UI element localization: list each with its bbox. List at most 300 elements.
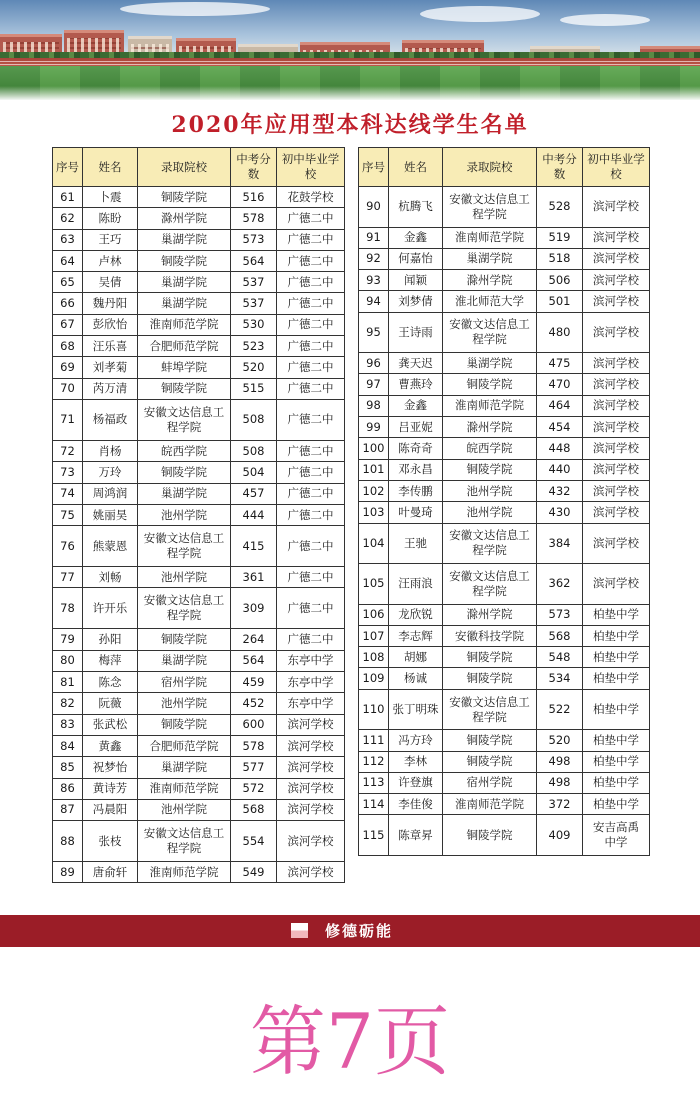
cell-name: 陈章昇	[389, 815, 443, 856]
cell-score: 464	[537, 395, 583, 416]
cell-name: 卜震	[83, 187, 138, 208]
cell-name: 金鑫	[389, 227, 443, 248]
cell-score: 501	[537, 291, 583, 312]
table-body-right	[359, 187, 650, 856]
cell-name: 阮薇	[83, 693, 138, 714]
cell-score: 537	[231, 293, 277, 314]
cell-school: 池州学院	[138, 504, 231, 525]
motto-text: 修德砺能	[325, 922, 394, 940]
cell-no: 78	[53, 588, 83, 629]
table-row	[359, 730, 650, 751]
col-header-origin: 初中毕业学校	[277, 148, 345, 187]
cell-school: 皖西学院	[138, 440, 231, 461]
cell-score: 409	[537, 815, 583, 856]
cell-no: 102	[359, 480, 389, 501]
cell-origin: 滨河学校	[583, 227, 650, 248]
cell-name: 许登旗	[389, 772, 443, 793]
cell-no: 74	[53, 483, 83, 504]
cell-origin: 花鼓学校	[277, 187, 345, 208]
table-row	[53, 588, 345, 629]
cell-origin: 东亭中学	[277, 650, 345, 671]
cell-no: 75	[53, 504, 83, 525]
cell-school: 蚌埠学院	[138, 357, 231, 378]
cell-name: 肖杨	[83, 440, 138, 461]
cell-school: 滁州学院	[443, 417, 537, 438]
header-photo	[0, 0, 700, 100]
table-row	[359, 815, 650, 856]
cell-school: 淮南师范学院	[443, 395, 537, 416]
cell-name: 吴倩	[83, 272, 138, 293]
cell-score: 578	[231, 208, 277, 229]
cell-score: 548	[537, 647, 583, 668]
cell-origin: 广德二中	[277, 250, 345, 271]
cell-name: 祝梦怡	[83, 757, 138, 778]
cell-no: 106	[359, 604, 389, 625]
col-header-name: 姓名	[83, 148, 138, 187]
cell-score: 498	[537, 751, 583, 772]
cell-origin: 滨河学校	[583, 248, 650, 269]
cell-origin: 滨河学校	[583, 374, 650, 395]
cell-school: 铜陵学院	[138, 378, 231, 399]
cell-no: 62	[53, 208, 83, 229]
cell-origin: 柏垫中学	[583, 625, 650, 646]
cell-origin: 广德二中	[277, 440, 345, 461]
cell-no: 90	[359, 187, 389, 228]
cell-origin: 广德二中	[277, 483, 345, 504]
table-row	[359, 438, 650, 459]
cell-name: 张枝	[83, 821, 138, 862]
cell-name: 刘孝菊	[83, 357, 138, 378]
cell-score: 564	[231, 250, 277, 271]
cell-score: 361	[231, 567, 277, 588]
table-row	[359, 459, 650, 480]
table-header-row	[359, 148, 650, 187]
cell-school: 巢湖学院	[138, 293, 231, 314]
cell-no: 95	[359, 312, 389, 353]
table-row	[53, 650, 345, 671]
table-row	[359, 625, 650, 646]
cell-no: 89	[53, 862, 83, 883]
cell-name: 李林	[389, 751, 443, 772]
cell-score: 452	[231, 693, 277, 714]
cell-no: 109	[359, 668, 389, 689]
cell-origin: 柏垫中学	[583, 772, 650, 793]
cell-school: 安徽文达信息工程学院	[138, 588, 231, 629]
cell-score: 498	[537, 772, 583, 793]
cell-no: 81	[53, 672, 83, 693]
cell-school: 滁州学院	[443, 270, 537, 291]
cell-no: 68	[53, 336, 83, 357]
cell-origin: 广德二中	[277, 462, 345, 483]
cell-school: 铜陵学院	[138, 629, 231, 650]
cell-score: 454	[537, 417, 583, 438]
cell-no: 61	[53, 187, 83, 208]
cell-name: 叶曼琦	[389, 502, 443, 523]
cell-origin: 广德二中	[277, 378, 345, 399]
cell-name: 唐俞轩	[83, 862, 138, 883]
cell-score: 578	[231, 735, 277, 756]
cell-school: 池州学院	[138, 693, 231, 714]
cell-origin: 东亭中学	[277, 672, 345, 693]
table-row	[53, 862, 345, 883]
cell-origin: 广德二中	[277, 229, 345, 250]
cell-score: 475	[537, 353, 583, 374]
cell-school: 宿州学院	[138, 672, 231, 693]
cell-name: 龙欣锐	[389, 604, 443, 625]
page-title: 2020年应用型本科达线学生名单	[171, 112, 529, 138]
cell-name: 黄诗芳	[83, 778, 138, 799]
table-row	[359, 502, 650, 523]
cell-origin: 滨河学校	[583, 480, 650, 501]
cell-school: 铜陵学院	[443, 647, 537, 668]
cell-origin: 广德二中	[277, 293, 345, 314]
cell-school: 安徽文达信息工程学院	[443, 312, 537, 353]
cell-score: 444	[231, 504, 277, 525]
table-row	[359, 291, 650, 312]
table-row	[359, 248, 650, 269]
cell-school: 合肥师范学院	[138, 735, 231, 756]
cell-school: 安徽文达信息工程学院	[138, 526, 231, 567]
cell-origin: 滨河学校	[583, 564, 650, 605]
cell-no: 69	[53, 357, 83, 378]
cell-name: 杨诚	[389, 668, 443, 689]
cell-no: 66	[53, 293, 83, 314]
col-header-name: 姓名	[389, 148, 443, 187]
cell-origin: 滨河学校	[583, 312, 650, 353]
cell-name: 姚丽昊	[83, 504, 138, 525]
table-row	[359, 668, 650, 689]
cell-score: 264	[231, 629, 277, 650]
table-row	[53, 357, 345, 378]
cell-school: 池州学院	[443, 480, 537, 501]
cell-score: 530	[231, 314, 277, 335]
table-row	[53, 187, 345, 208]
table-row	[53, 462, 345, 483]
cell-school: 淮南师范学院	[443, 227, 537, 248]
cell-no: 91	[359, 227, 389, 248]
cell-school: 安徽文达信息工程学院	[443, 689, 537, 730]
cell-score: 515	[231, 378, 277, 399]
cell-score: 506	[537, 270, 583, 291]
cell-score: 522	[537, 689, 583, 730]
table-row	[53, 672, 345, 693]
cell-name: 曹燕玲	[389, 374, 443, 395]
cell-school: 池州学院	[138, 799, 231, 820]
cell-origin: 滨河学校	[277, 778, 345, 799]
cell-score: 504	[231, 462, 277, 483]
cell-origin: 滨河学校	[277, 862, 345, 883]
page-number: 第7页	[249, 997, 451, 1086]
table-row	[53, 399, 345, 440]
cell-school: 铜陵学院	[443, 730, 537, 751]
cell-name: 张武松	[83, 714, 138, 735]
cell-no: 94	[359, 291, 389, 312]
photo-fade	[0, 86, 700, 100]
cell-origin: 滨河学校	[583, 459, 650, 480]
cell-school: 安徽文达信息工程学院	[443, 187, 537, 228]
cell-no: 104	[359, 523, 389, 564]
cell-no: 85	[53, 757, 83, 778]
cell-school: 安徽文达信息工程学院	[443, 523, 537, 564]
cell-score: 600	[231, 714, 277, 735]
cell-score: 459	[231, 672, 277, 693]
table-row	[359, 523, 650, 564]
cell-name: 陈奇奇	[389, 438, 443, 459]
cell-name: 汪乐喜	[83, 336, 138, 357]
table-row	[359, 227, 650, 248]
cloud	[560, 14, 650, 26]
table-row	[53, 208, 345, 229]
cloud	[420, 6, 540, 22]
cell-school: 铜陵学院	[138, 250, 231, 271]
cell-name: 冯方玲	[389, 730, 443, 751]
table-row	[53, 799, 345, 820]
cell-school: 铜陵学院	[443, 459, 537, 480]
cell-school: 淮北师范大学	[443, 291, 537, 312]
cell-name: 张丁明珠	[389, 689, 443, 730]
cloud	[120, 2, 270, 16]
cell-score: 528	[537, 187, 583, 228]
cell-school: 巢湖学院	[443, 248, 537, 269]
cell-name: 黄鑫	[83, 735, 138, 756]
cell-no: 73	[53, 462, 83, 483]
table-row	[53, 483, 345, 504]
cell-origin: 柏垫中学	[583, 794, 650, 815]
cell-score: 516	[231, 187, 277, 208]
table-row	[53, 314, 345, 335]
cell-origin: 东亭中学	[277, 693, 345, 714]
cell-origin: 广德二中	[277, 208, 345, 229]
cell-school: 铜陵学院	[443, 668, 537, 689]
table-row	[359, 772, 650, 793]
cell-name: 梅萍	[83, 650, 138, 671]
cell-origin: 柏垫中学	[583, 689, 650, 730]
col-header-no: 序号	[53, 148, 83, 187]
table-row	[359, 312, 650, 353]
cell-no: 88	[53, 821, 83, 862]
cell-no: 77	[53, 567, 83, 588]
cell-origin: 广德二中	[277, 526, 345, 567]
cell-name: 闻颖	[389, 270, 443, 291]
cell-school: 巢湖学院	[443, 353, 537, 374]
cell-origin: 广德二中	[277, 357, 345, 378]
cell-score: 537	[231, 272, 277, 293]
cell-origin: 滨河学校	[583, 187, 650, 228]
col-header-school: 录取院校	[138, 148, 231, 187]
table-row	[359, 689, 650, 730]
cell-no: 83	[53, 714, 83, 735]
cell-no: 92	[359, 248, 389, 269]
table-row	[359, 751, 650, 772]
cell-name: 何嘉怡	[389, 248, 443, 269]
cell-origin: 广德二中	[277, 272, 345, 293]
cell-name: 胡娜	[389, 647, 443, 668]
table-body-left	[53, 187, 345, 883]
cell-school: 合肥师范学院	[138, 336, 231, 357]
motto-square-icon	[291, 923, 308, 938]
table-row	[53, 757, 345, 778]
cell-score: 523	[231, 336, 277, 357]
cell-school: 安徽文达信息工程学院	[443, 564, 537, 605]
table-row	[359, 187, 650, 228]
cell-school: 池州学院	[443, 502, 537, 523]
cell-school: 安徽科技学院	[443, 625, 537, 646]
table-row	[359, 647, 650, 668]
col-header-school: 录取院校	[443, 148, 537, 187]
cell-score: 430	[537, 502, 583, 523]
cell-name: 杭腾飞	[389, 187, 443, 228]
student-table-right	[358, 147, 650, 856]
table-row	[53, 250, 345, 271]
cell-no: 79	[53, 629, 83, 650]
table-row	[53, 693, 345, 714]
cell-origin: 广德二中	[277, 504, 345, 525]
cell-name: 冯晨阳	[83, 799, 138, 820]
cell-score: 568	[537, 625, 583, 646]
cell-name: 熊蒙恩	[83, 526, 138, 567]
table-row	[359, 564, 650, 605]
table-header-row	[53, 148, 345, 187]
cell-name: 王驰	[389, 523, 443, 564]
cell-name: 李佳俊	[389, 794, 443, 815]
cell-school: 铜陵学院	[138, 714, 231, 735]
cell-name: 彭欣怡	[83, 314, 138, 335]
table-row	[53, 714, 345, 735]
cell-school: 铜陵学院	[443, 374, 537, 395]
cell-score: 470	[537, 374, 583, 395]
cell-name: 李传鹏	[389, 480, 443, 501]
cell-no: 113	[359, 772, 389, 793]
cell-no: 63	[53, 229, 83, 250]
cell-no: 93	[359, 270, 389, 291]
cell-origin: 安吉高禹中学	[583, 815, 650, 856]
table-row	[53, 229, 345, 250]
cell-score: 554	[231, 821, 277, 862]
table-row	[359, 604, 650, 625]
col-header-score: 中考分数	[231, 148, 277, 187]
cell-origin: 滨河学校	[277, 714, 345, 735]
cell-origin: 滨河学校	[277, 799, 345, 820]
cell-no: 105	[359, 564, 389, 605]
cell-origin: 广德二中	[277, 567, 345, 588]
table-row	[53, 293, 345, 314]
cell-school: 安徽文达信息工程学院	[138, 399, 231, 440]
col-header-no: 序号	[359, 148, 389, 187]
cell-score: 432	[537, 480, 583, 501]
cell-school: 巢湖学院	[138, 272, 231, 293]
col-header-origin: 初中毕业学校	[583, 148, 650, 187]
cell-origin: 滨河学校	[583, 353, 650, 374]
cell-no: 97	[359, 374, 389, 395]
cell-school: 宿州学院	[443, 772, 537, 793]
cell-school: 淮南师范学院	[138, 314, 231, 335]
cell-score: 518	[537, 248, 583, 269]
cell-score: 372	[537, 794, 583, 815]
table-row	[359, 395, 650, 416]
cell-name: 魏丹阳	[83, 293, 138, 314]
cell-no: 107	[359, 625, 389, 646]
cell-no: 115	[359, 815, 389, 856]
cell-origin: 广德二中	[277, 588, 345, 629]
cell-no: 110	[359, 689, 389, 730]
cell-school: 滁州学院	[443, 604, 537, 625]
cell-school: 铜陵学院	[443, 815, 537, 856]
cell-name: 芮万清	[83, 378, 138, 399]
cell-score: 508	[231, 440, 277, 461]
cell-name: 邓永昌	[389, 459, 443, 480]
cell-school: 巢湖学院	[138, 229, 231, 250]
motto-bar	[0, 915, 700, 947]
cell-origin: 广德二中	[277, 314, 345, 335]
cell-score: 573	[537, 604, 583, 625]
table-row	[53, 629, 345, 650]
cell-score: 572	[231, 778, 277, 799]
cell-no: 99	[359, 417, 389, 438]
cell-score: 480	[537, 312, 583, 353]
table-row	[359, 794, 650, 815]
cell-score: 577	[231, 757, 277, 778]
cell-no: 98	[359, 395, 389, 416]
cell-school: 铜陵学院	[443, 751, 537, 772]
cell-origin: 滨河学校	[583, 502, 650, 523]
table-row	[53, 821, 345, 862]
cell-no: 71	[53, 399, 83, 440]
cell-name: 王诗雨	[389, 312, 443, 353]
cell-no: 114	[359, 794, 389, 815]
cell-no: 76	[53, 526, 83, 567]
cell-name: 汪雨浪	[389, 564, 443, 605]
table-row	[53, 336, 345, 357]
cell-origin: 滨河学校	[277, 821, 345, 862]
cell-no: 82	[53, 693, 83, 714]
table-row	[53, 526, 345, 567]
cell-name: 陈盼	[83, 208, 138, 229]
cell-no: 100	[359, 438, 389, 459]
cell-name: 万玲	[83, 462, 138, 483]
cell-no: 87	[53, 799, 83, 820]
cell-origin: 柏垫中学	[583, 730, 650, 751]
cell-school: 皖西学院	[443, 438, 537, 459]
cell-score: 309	[231, 588, 277, 629]
cell-score: 573	[231, 229, 277, 250]
cell-no: 70	[53, 378, 83, 399]
cell-name: 刘梦倩	[389, 291, 443, 312]
cell-score: 415	[231, 526, 277, 567]
table-row	[359, 480, 650, 501]
cell-school: 铜陵学院	[138, 187, 231, 208]
cell-score: 457	[231, 483, 277, 504]
cell-origin: 柏垫中学	[583, 647, 650, 668]
cell-score: 448	[537, 438, 583, 459]
cell-score: 520	[231, 357, 277, 378]
cell-score: 508	[231, 399, 277, 440]
cell-school: 安徽文达信息工程学院	[138, 821, 231, 862]
table-row	[53, 778, 345, 799]
cell-name: 周鸿润	[83, 483, 138, 504]
cell-score: 568	[231, 799, 277, 820]
cell-no: 65	[53, 272, 83, 293]
cell-name: 李志辉	[389, 625, 443, 646]
cell-origin: 广德二中	[277, 336, 345, 357]
cell-score: 362	[537, 564, 583, 605]
table-row	[53, 504, 345, 525]
cell-name: 陈念	[83, 672, 138, 693]
cell-name: 卢林	[83, 250, 138, 271]
table-row	[359, 270, 650, 291]
table-row	[359, 353, 650, 374]
cell-name: 许开乐	[83, 588, 138, 629]
cell-no: 101	[359, 459, 389, 480]
